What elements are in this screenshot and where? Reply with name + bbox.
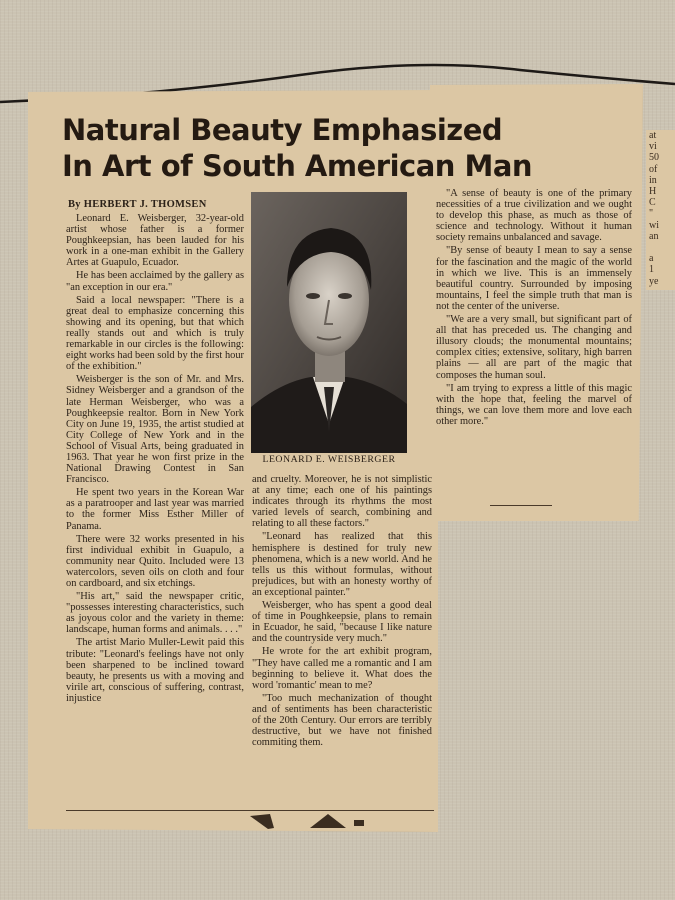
- bottom-rule: [66, 810, 434, 811]
- paragraph: He wrote for the art exhibit program, "They have called me a romantic and I am beginning to believe it. What does the word 'romantic' mean to me?: [252, 646, 432, 691]
- fragment-line: an: [649, 230, 659, 242]
- article-column-1: [66, 213, 244, 706]
- paragraph: Weisberger is the son of Mr. and Mrs. Sidney Weisberger and a grandson of the late Herman Weisberger, who was a Poughkeepsie realtor. Born in New York City on June 19, 1935, the artist studied at City College of New York and in the School of Visual Arts, being graduated in 1963. That year he won first prize in the National Drawing Contest in San Francisco.: [66, 374, 244, 486]
- fragment-line: a: [649, 253, 654, 265]
- article-end-rule: [490, 505, 552, 506]
- paragraph: "I am trying to express a little of this magic with the hope that, feeling the marvel of things, we can love them more and love each other more.": [436, 382, 632, 427]
- paragraph: The artist Mario Muller-Lewit paid this tribute: "Leonard's feelings have not only been sharpened to be inclined toward beauty, he presents us with a moving and virile art, conscious of suffering, contrast, injustice: [66, 637, 244, 704]
- fragment-line: vi: [649, 141, 657, 153]
- article-column-3: [436, 188, 632, 429]
- adjacent-article-fragment: [646, 130, 675, 290]
- paragraph: There were 32 works presented in his first individual exhibit in Guapulo, a community near Quito. Included were 13 watercolors, seven oils on cloth and four on cardboard, and six etchings.: [66, 533, 244, 589]
- paragraph: Weisberger, who has spent a good deal of time in Poughkeepsie, plans to remain in Ecuador, he said, "because I like nature and the countryside very much.": [252, 600, 432, 645]
- paragraph: "By sense of beauty I mean to say a sense for the fascination and the magic of the world in which we live. This is an immensely beautiful country. Surrounded by imposing mountains, I feel the simple truth that man is not the center of the universe.: [436, 245, 632, 312]
- fragment-line: [649, 242, 675, 253]
- fragment-line: wi: [649, 219, 659, 231]
- paragraph: "A sense of beauty is one of the primary necessities of a true civilization and we ought to develop this phase, as much as those of science and technology. Without it human society remains unbalanced and savage.: [436, 188, 632, 244]
- paragraph: "Too much mechanization of thought and of sentiments has been characteristic of the 20th Century. Our errors are terribly destructive, but we have not finished commiting them.: [252, 692, 432, 749]
- fragment-line: at: [649, 130, 657, 141]
- fragment-line: H: [649, 186, 657, 198]
- headline: [62, 112, 562, 184]
- fragment-line: in: [649, 174, 657, 186]
- fragment-line: of: [649, 163, 658, 175]
- fragment-line: ": [649, 208, 654, 220]
- fragment-line: 1: [649, 264, 654, 276]
- paragraph: "We are a very small, but significant part of all that has preceded us. The changing and illusory clouds; the monumental mountains; complex cities; extensive, solitary, high barren plains — all are part of the magic that composes the human soul.: [436, 314, 632, 381]
- fragment-line: C: [649, 197, 656, 209]
- portrait-illustration: [251, 192, 407, 453]
- headline-line-2: In Art of South American Man: [62, 149, 533, 183]
- byline: By HERBERT J. THOMSEN: [68, 199, 207, 210]
- paragraph: He has been acclaimed by the gallery as "an exception in our era.": [66, 270, 244, 293]
- portrait-photo: [251, 192, 407, 453]
- torn-strip-fragment: [250, 812, 390, 830]
- paragraph: "Leonard has realized that this hemisphere is destined for truly new phenomena, which is a new world. And he tells us this without formulas, without prejudices, but with an honesty worthy of an exceptional painter.": [252, 531, 432, 598]
- paragraph: Said a local newspaper: "There is a great deal to emphasize concerning this showing and its opening, but that which really stands out and which is truly remarkable in our circles is the following: eight works had been sold by the first hour of the exhibition.": [66, 294, 244, 373]
- paragraph: He spent two years in the Korean War as a paratrooper and last year was married to the former Miss Esther Miller of Panama.: [66, 487, 244, 532]
- fragment-line: 50: [649, 152, 659, 164]
- photo-caption: LEONARD E. WEISBERGER: [262, 454, 396, 465]
- paragraph: Leonard E. Weisberger, 32-year-old artist whose father is a former Poughkeepsian, has been lauded for his work in a one-man exhibit in the Gallery Artes at Guapulo, Ecuador.: [66, 213, 244, 269]
- paragraph: and cruelty. Moreover, he is not simplistic at any time; each one of his paintings indicates through its rhythms the most varied levels of search, combining and relating to all these factors.": [252, 474, 432, 530]
- article-column-2: [252, 474, 432, 750]
- headline-line-1: Natural Beauty Emphasized: [62, 113, 503, 147]
- fragment-line: ye: [649, 275, 659, 287]
- paragraph: "His art," said the newspaper critic, "possesses interesting characteristics, such as joyous color and the variety in theme: landscape, human forms and animals. . . .": [66, 591, 244, 636]
